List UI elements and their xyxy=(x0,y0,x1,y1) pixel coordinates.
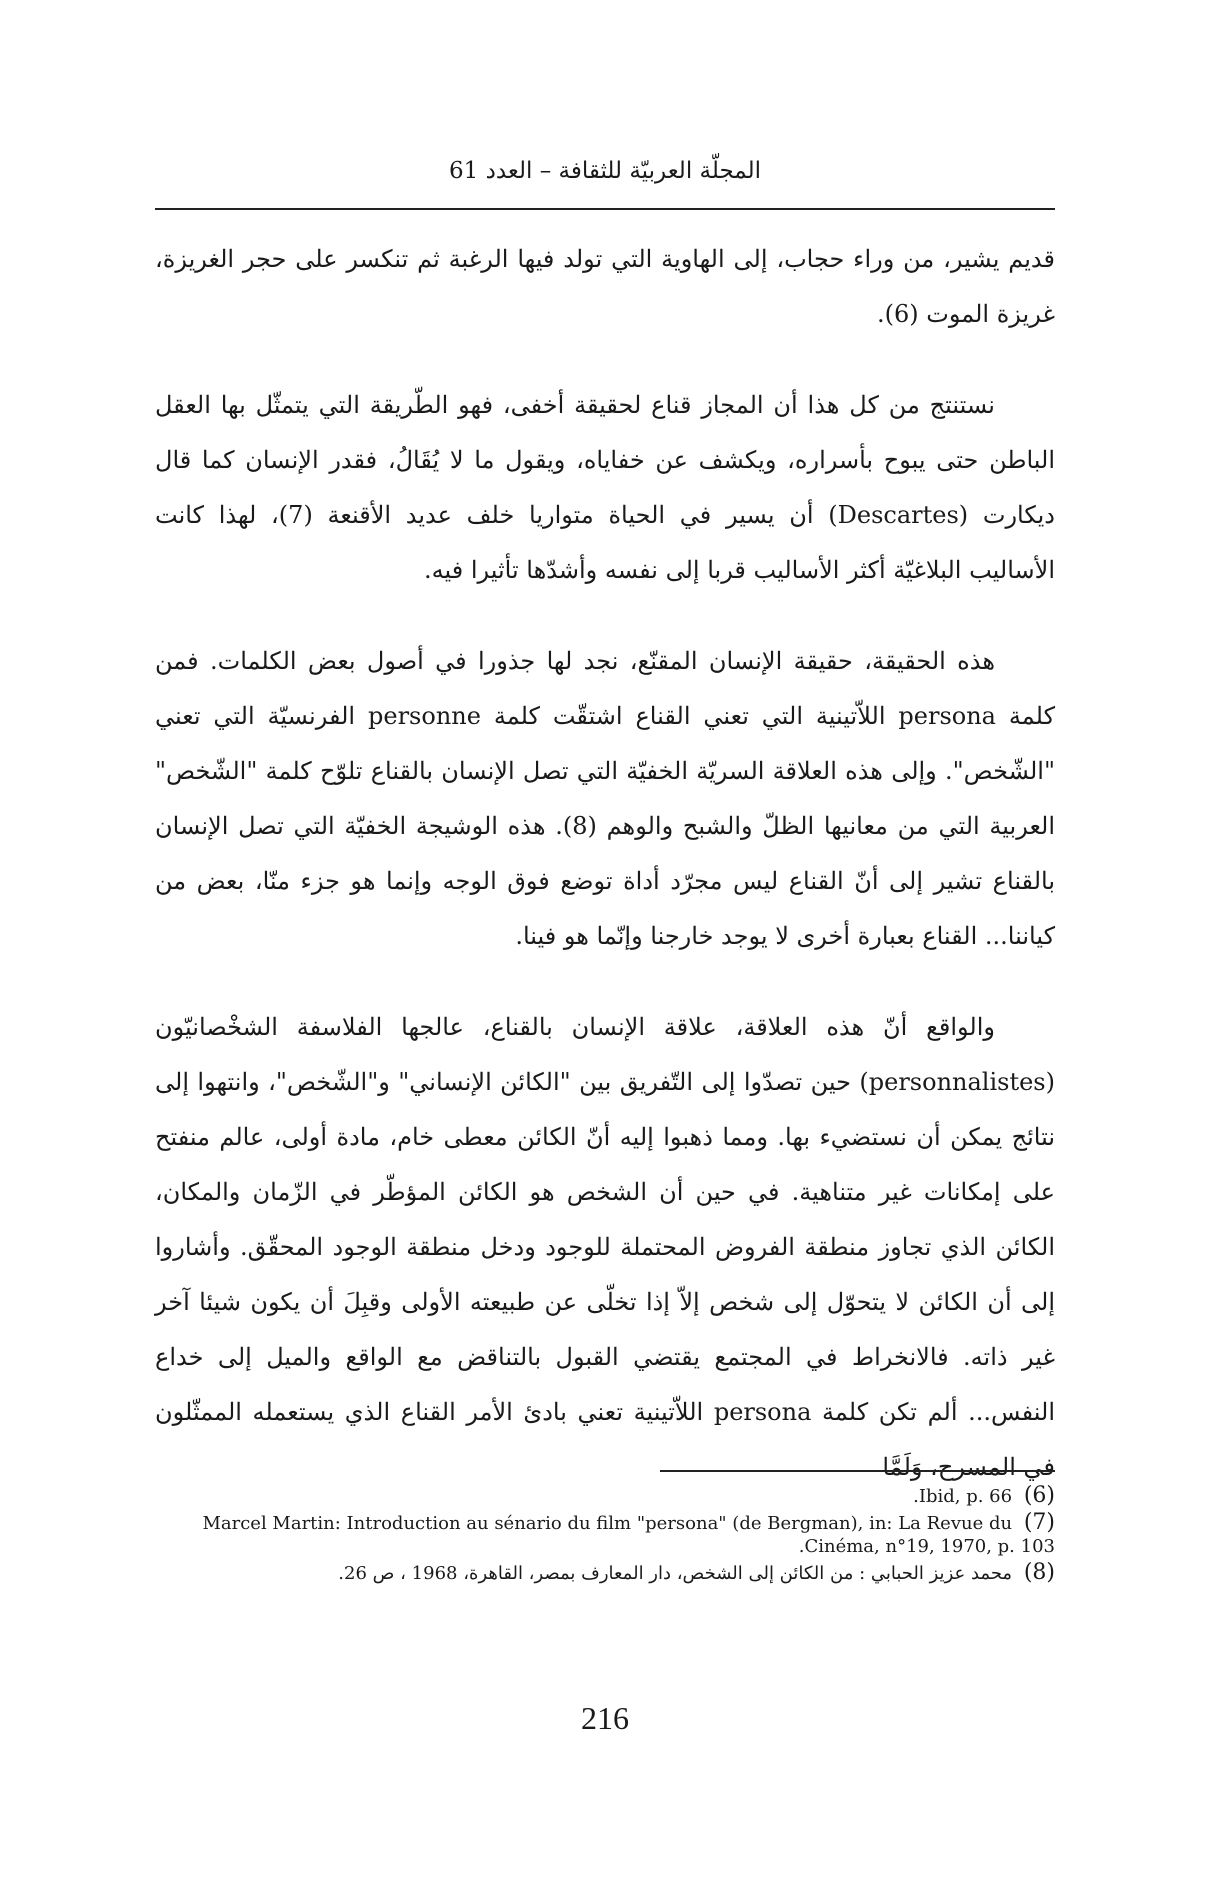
running-title: المجلّة العربيّة للثقافة – العدد 61 xyxy=(448,158,762,184)
footnote-number: (7) xyxy=(1023,1510,1055,1535)
footnote-rule xyxy=(660,1470,1055,1472)
page-number: 216 xyxy=(581,1700,629,1736)
running-header xyxy=(155,158,1055,184)
paragraph-4: والواقع أنّ هذه العلاقة، علاقة الإنسان بالقناع، عالجها الفلاسفة الشخْصانيّون (personnalistes) حين تصدّوا إلى التّفريق بين "الكائن الإنساني" و"الشّخص"، وانتهوا إلى نتائج يمكن أن نستضيء بها. ومما ذهبوا إليه أنّ الكائن معطى خام، مادة أولى، عالم منفتح على إمكانات غير متناهية. في حين أن الشخص هو الكائن المؤطّر في الزّمان والمكان، الكائن الذي تجاوز منطقة الفروض المحتملة للوجود ودخل منطقة الوجود المحقّق. وأشاروا إلى أن الكائن لا يتحوّل إلى شخص إلاّ إذا تخلّى عن طبيعته الأولى وقبِلَ أن يكون شيئا آخر غير ذاته. فالانخراط في المجتمع يقتضي القبول بالتناقض مع الواقع والميل إلى خداع النفس... ألم تكن كلمة persona اللاّتينية تعني بادئ الأمر القناع الذي يستعمله الممثّلون في المسرح، وَلَمَّا xyxy=(155,1013,1055,1481)
footnote-text: Marcel Martin: Introduction au sénario du film "persona" (de Bergman), in: La Revue du Cinéma, n°19, 1970, p. 103. xyxy=(202,1513,1055,1557)
paragraph-1: قديم يشير، من وراء حجاب، إلى الهاوية التي تولد فيها الرغبة ثم تنكسر على حجر الغريزة، غريزة الموت (6). xyxy=(155,245,1055,328)
footnote-number: (8) xyxy=(1023,1560,1055,1585)
footnote-text: محمد عزيز الحبابي : من الكائن إلى الشخص، دار المعارف بمصر، القاهرة، 1968 ، ص 26. xyxy=(338,1563,1013,1584)
footnote-text: Ibid, p. 66. xyxy=(913,1486,1013,1507)
paragraph-3: هذه الحقيقة، حقيقة الإنسان المقنّع، نجد لها جذورا في أصول بعض الكلمات. فمن كلمة persona اللاّتينية التي تعني القناع اشتقّت كلمة personne الفرنسيّة التي تعني "الشّخص". وإلى هذه العلاقة السريّة الخفيّة التي تصل الإنسان بالقناع تلوّح كلمة "الشّخص" العربية التي من معانيها الظلّ والشبح والوهم (8). هذه الوشيجة الخفيّة التي تصل الإنسان بالقناع تشير إلى أنّ القناع ليس مجرّد أداة توضع فوق الوجه وإنما هو جزء منّا، بعض من كياننا... القناع بعبارة أخرى لا يوجد خارجنا وإنّما هو فينا. xyxy=(155,647,1056,950)
paragraph-2: نستنتج من كل هذا أن المجاز قناع لحقيقة أخفى، فهو الطّريقة التي يتمثّل بها العقل الباطن حتى يبوح بأسراره، ويكشف عن خفاياه، ويقول ما لا يُقَالُ، فقدر الإنسان كما قال ديكارت (Descartes) أن يسير في الحياة متواريا خلف عديد الأقنعة (7)، لهذا كانت الأساليب البلاغيّة أكثر الأساليب قربا إلى نفسه وأشدّها تأثيرا فيه. xyxy=(155,391,1055,584)
body-text xyxy=(155,232,1055,1495)
footnote-6 xyxy=(155,1484,1055,1508)
footnote-7 xyxy=(155,1511,1055,1558)
footnote-number: (6) xyxy=(1023,1483,1055,1508)
footnote-8 xyxy=(155,1561,1055,1585)
header-rule xyxy=(155,208,1055,210)
footnotes xyxy=(155,1484,1055,1588)
